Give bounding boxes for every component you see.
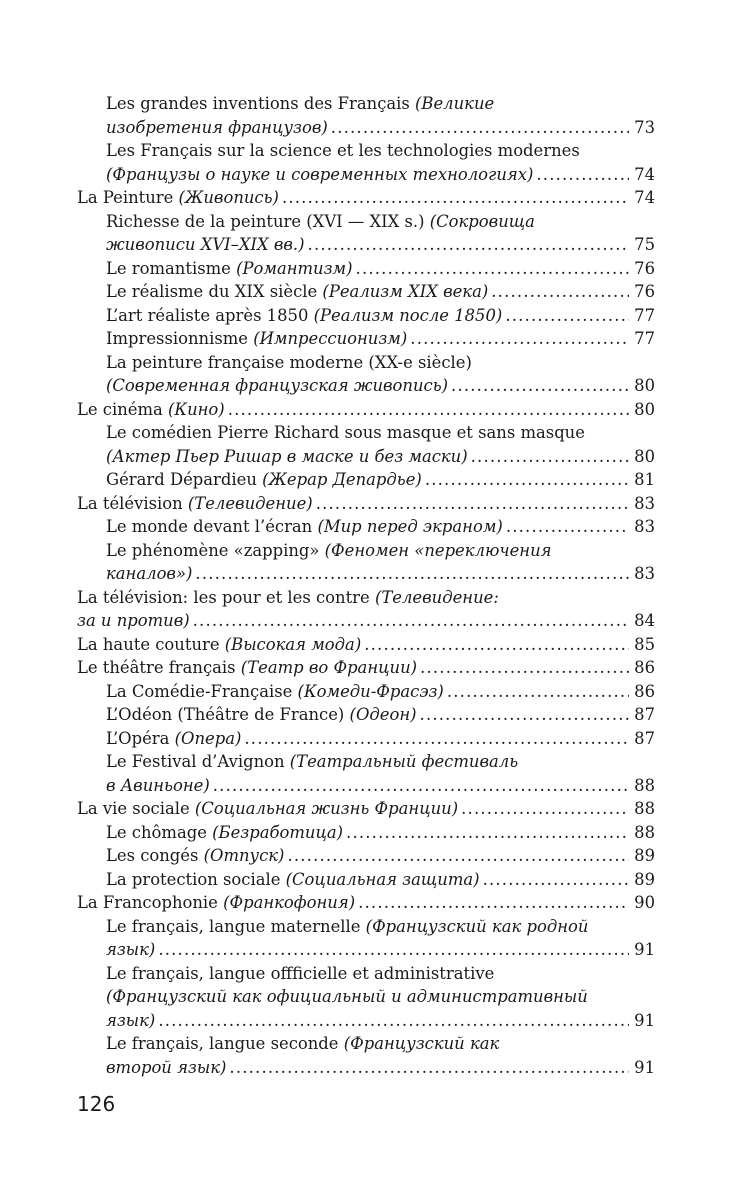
toc-line bbox=[77, 374, 655, 398]
dot-leader bbox=[358, 891, 629, 915]
toc-title-fr: La haute couture bbox=[77, 634, 225, 654]
toc-entry bbox=[77, 351, 655, 398]
toc-title-fr: La télévision bbox=[77, 493, 188, 513]
toc-entry bbox=[77, 633, 655, 657]
toc-page-number: 91 bbox=[634, 1057, 655, 1077]
toc-title-ru: (Одеон) bbox=[349, 705, 417, 724]
dot-leader bbox=[536, 163, 629, 187]
toc-title-ru: (Актер Пьер Ришар в маске и без маски) bbox=[106, 446, 468, 466]
toc-line bbox=[77, 468, 655, 492]
toc-title-fr: Le comédien Pierre Richard sous masque et sans masque bbox=[106, 423, 585, 442]
toc-title-fr: Le français, langue maternelle bbox=[106, 916, 366, 936]
toc-line bbox=[77, 750, 655, 774]
toc-title-ru: (Импрессионизм) bbox=[253, 329, 408, 348]
toc-page-number: 86 bbox=[634, 658, 655, 677]
dot-leader bbox=[420, 703, 629, 727]
toc-title-fr: Gérard Dépardieu bbox=[106, 470, 263, 489]
toc-line bbox=[77, 915, 655, 939]
toc-entry bbox=[77, 962, 655, 1033]
toc-title-fr: Impressionnisme bbox=[106, 329, 254, 348]
toc-title-fr: L’Odéon (Théâtre de France) bbox=[106, 705, 350, 724]
toc-title-fr: Le Festival d’Avignon bbox=[106, 752, 290, 771]
toc-line bbox=[77, 962, 655, 986]
toc-entry bbox=[77, 468, 655, 492]
toc-title-ru: (Театр во Франции) bbox=[240, 658, 418, 677]
toc-entry bbox=[77, 915, 655, 962]
toc-title-ru: (Кино) bbox=[168, 399, 225, 419]
dot-leader bbox=[282, 186, 629, 210]
toc-page-number: 91 bbox=[634, 940, 655, 959]
toc-title-fr: Le réalisme du XIX siècle bbox=[106, 282, 323, 301]
toc-title-ru: язык) bbox=[106, 1010, 156, 1030]
toc-title-ru: (Театральный фестиваль bbox=[289, 752, 519, 771]
toc-title-fr: L’art réaliste après 1850 bbox=[106, 305, 314, 325]
toc-title-fr: La Comédie-Française bbox=[106, 681, 298, 701]
toc-title-ru: второй язык) bbox=[106, 1057, 227, 1077]
toc-line bbox=[77, 327, 655, 351]
dot-leader bbox=[346, 821, 629, 845]
toc-entry bbox=[77, 821, 655, 845]
toc-line bbox=[77, 139, 655, 163]
toc-page-number: 81 bbox=[634, 470, 655, 489]
toc-line bbox=[77, 1056, 655, 1080]
toc-title-fr: La Peinture bbox=[77, 188, 179, 207]
toc-page-number: 80 bbox=[634, 446, 655, 466]
toc-entry bbox=[77, 797, 655, 821]
toc-title-fr: Le monde devant l’écran bbox=[106, 517, 318, 536]
toc-title-ru: (Безработица) bbox=[212, 822, 344, 842]
toc-entry bbox=[77, 750, 655, 797]
toc-entry bbox=[77, 280, 655, 304]
toc-title-fr: La télévision: les pour et les contre bbox=[77, 587, 375, 607]
dot-leader bbox=[316, 492, 629, 516]
toc-line bbox=[77, 797, 655, 821]
dot-leader bbox=[410, 327, 629, 351]
toc-line bbox=[77, 186, 655, 210]
toc-line bbox=[77, 609, 655, 633]
toc-page-number: 76 bbox=[634, 282, 655, 301]
table-of-contents bbox=[77, 92, 655, 1079]
toc-title-fr: La Francophonie bbox=[77, 893, 224, 912]
toc-line bbox=[77, 257, 655, 281]
toc-entry bbox=[77, 327, 655, 351]
toc-line bbox=[77, 562, 655, 586]
toc-title-fr: Les grandes inventions des Français bbox=[106, 94, 416, 113]
dot-leader bbox=[451, 374, 629, 398]
toc-entry bbox=[77, 492, 655, 516]
toc-page-number: 87 bbox=[634, 728, 655, 748]
toc-page-number: 90 bbox=[634, 893, 655, 912]
toc-title-fr: Le cinéma bbox=[77, 399, 168, 419]
toc-title-fr: Le théâtre français bbox=[77, 658, 241, 677]
toc-entry bbox=[77, 1032, 655, 1079]
toc-line bbox=[77, 1032, 655, 1056]
dot-leader bbox=[461, 797, 629, 821]
toc-entry bbox=[77, 586, 655, 633]
dot-leader bbox=[420, 656, 629, 680]
toc-title-ru: (Социальная жизнь Франции) bbox=[194, 799, 459, 818]
dot-leader bbox=[364, 633, 629, 657]
toc-title-ru: (Реализм XIX века) bbox=[322, 282, 489, 301]
toc-title-ru: (Франкофония) bbox=[223, 893, 356, 912]
toc-line bbox=[77, 421, 655, 445]
toc-title-fr: Le français, langue offficielle et administrative bbox=[106, 963, 495, 983]
toc-entry bbox=[77, 257, 655, 281]
toc-title-ru: (Телевидение: bbox=[374, 587, 499, 607]
toc-entry bbox=[77, 92, 655, 139]
toc-page-number: 80 bbox=[634, 376, 655, 395]
toc-page-number: 83 bbox=[634, 564, 655, 583]
toc-line bbox=[77, 210, 655, 234]
toc-page-number: 89 bbox=[634, 869, 655, 889]
toc-page-number: 74 bbox=[634, 188, 655, 207]
toc-line bbox=[77, 891, 655, 915]
toc-title-ru: (Жерар Депардье) bbox=[262, 470, 422, 489]
dot-leader bbox=[483, 868, 629, 892]
toc-title-ru: (Высокая мода) bbox=[224, 634, 362, 654]
toc-line bbox=[77, 1009, 655, 1033]
toc-line bbox=[77, 868, 655, 892]
toc-title-ru: язык) bbox=[106, 940, 156, 959]
toc-page-number: 88 bbox=[634, 822, 655, 842]
toc-line bbox=[77, 703, 655, 727]
toc-entry bbox=[77, 421, 655, 468]
toc-line bbox=[77, 938, 655, 962]
toc-page-number: 80 bbox=[634, 399, 655, 419]
toc-entry bbox=[77, 139, 655, 186]
toc-line bbox=[77, 351, 655, 375]
toc-page-number: 86 bbox=[634, 681, 655, 701]
toc-entry bbox=[77, 703, 655, 727]
toc-line bbox=[77, 985, 655, 1009]
toc-line bbox=[77, 445, 655, 469]
toc-entry bbox=[77, 844, 655, 868]
toc-title-ru: (Современная французская живопись) bbox=[106, 376, 449, 395]
toc-title-ru: в Авиньоне) bbox=[106, 775, 210, 795]
toc-page-number: 84 bbox=[634, 611, 655, 630]
toc-title-ru: живописи XVI–XIX вв.) bbox=[106, 235, 305, 254]
dot-leader bbox=[471, 445, 629, 469]
toc-title-ru: (Социальная защита) bbox=[285, 869, 480, 889]
dot-leader bbox=[447, 680, 629, 704]
toc-title-ru: (Мир перед экраном) bbox=[317, 517, 503, 536]
toc-title-fr: Le phénomène «zapping» bbox=[106, 540, 325, 560]
toc-entry bbox=[77, 727, 655, 751]
toc-title-ru: (Феномен «переключения bbox=[324, 540, 552, 560]
dot-leader bbox=[506, 515, 629, 539]
toc-page-number: 74 bbox=[634, 164, 655, 184]
toc-title-ru: (Опера) bbox=[174, 728, 242, 748]
toc-title-fr: La peinture française moderne (XX-e siècle) bbox=[106, 352, 472, 372]
toc-title-ru: каналов») bbox=[106, 564, 193, 583]
toc-title-ru: изобретения французов) bbox=[106, 117, 328, 137]
toc-line bbox=[77, 821, 655, 845]
toc-line bbox=[77, 656, 655, 680]
dot-leader bbox=[195, 562, 629, 586]
dot-leader bbox=[331, 116, 629, 140]
toc-page-number: 76 bbox=[634, 258, 655, 278]
toc-line bbox=[77, 233, 655, 257]
toc-page-number: 75 bbox=[634, 235, 655, 254]
page-number: 126 bbox=[77, 1092, 116, 1116]
toc-line bbox=[77, 515, 655, 539]
toc-title-ru: (Французский как официальный и административный bbox=[106, 987, 588, 1006]
toc-title-fr: Le chômage bbox=[106, 822, 213, 842]
dot-leader bbox=[158, 1009, 629, 1033]
toc-title-fr: Le romantisme bbox=[106, 258, 237, 278]
toc-line bbox=[77, 680, 655, 704]
toc-title-ru: (Живопись) bbox=[178, 188, 279, 207]
dot-leader bbox=[213, 774, 629, 798]
dot-leader bbox=[308, 233, 629, 257]
dot-leader bbox=[356, 257, 629, 281]
toc-page-number: 87 bbox=[634, 705, 655, 724]
dot-leader bbox=[505, 304, 629, 328]
toc-line bbox=[77, 539, 655, 563]
dot-leader bbox=[228, 398, 629, 422]
toc-entry bbox=[77, 304, 655, 328]
toc-entry bbox=[77, 186, 655, 210]
toc-title-fr: Le français, langue seconde bbox=[106, 1034, 344, 1053]
toc-title-ru: (Отпуск) bbox=[203, 846, 285, 865]
toc-title-fr: Les congés bbox=[106, 846, 204, 865]
toc-title-fr: L’Opéra bbox=[106, 728, 175, 748]
toc-entry bbox=[77, 539, 655, 586]
dot-leader bbox=[425, 468, 629, 492]
toc-page-number: 88 bbox=[634, 799, 655, 818]
dot-leader bbox=[229, 1056, 629, 1080]
toc-title-ru: (Французский как родной bbox=[365, 916, 589, 936]
toc-title-fr: La protection sociale bbox=[106, 869, 286, 889]
toc-line bbox=[77, 163, 655, 187]
dot-leader bbox=[193, 609, 629, 633]
toc-title-ru: (Комеди-Фрасэз) bbox=[297, 681, 444, 701]
dot-leader bbox=[491, 280, 629, 304]
toc-line bbox=[77, 727, 655, 751]
toc-entry bbox=[77, 680, 655, 704]
toc-page-number: 77 bbox=[634, 305, 655, 325]
toc-entry bbox=[77, 891, 655, 915]
toc-page-number: 89 bbox=[634, 846, 655, 865]
toc-line bbox=[77, 304, 655, 328]
toc-page-number: 83 bbox=[634, 493, 655, 513]
toc-page-number: 85 bbox=[634, 634, 655, 654]
toc-line bbox=[77, 774, 655, 798]
toc-entry bbox=[77, 398, 655, 422]
toc-line bbox=[77, 586, 655, 610]
toc-title-ru: (Сокровища bbox=[429, 211, 535, 231]
toc-page-number: 91 bbox=[634, 1010, 655, 1030]
toc-title-ru: (Реализм после 1850) bbox=[313, 305, 503, 325]
toc-entry bbox=[77, 515, 655, 539]
dot-leader bbox=[287, 844, 629, 868]
toc-entry bbox=[77, 656, 655, 680]
toc-entry bbox=[77, 868, 655, 892]
toc-title-ru: (Телевидение) bbox=[187, 493, 313, 513]
toc-line bbox=[77, 116, 655, 140]
toc-title-ru: (Романтизм) bbox=[236, 258, 353, 278]
toc-line bbox=[77, 280, 655, 304]
dot-leader bbox=[244, 727, 629, 751]
toc-title-fr: Richesse de la peinture (XVI — XIX s.) bbox=[106, 211, 430, 231]
toc-title-ru: (Французы о науке и современных технологиях) bbox=[106, 164, 534, 184]
toc-title-fr: La vie sociale bbox=[77, 799, 195, 818]
toc-line bbox=[77, 492, 655, 516]
dot-leader bbox=[158, 938, 629, 962]
toc-title-ru: (Великие bbox=[415, 94, 495, 113]
toc-title-ru: за и против) bbox=[77, 611, 190, 630]
toc-line bbox=[77, 398, 655, 422]
toc-entry bbox=[77, 210, 655, 257]
toc-page-number: 77 bbox=[634, 329, 655, 348]
toc-title-ru: (Французский как bbox=[343, 1034, 500, 1053]
toc-page-number: 83 bbox=[634, 517, 655, 536]
toc-line bbox=[77, 844, 655, 868]
toc-line bbox=[77, 92, 655, 116]
toc-page-number: 88 bbox=[634, 775, 655, 795]
toc-title-fr: Les Français sur la science et les technologies modernes bbox=[106, 141, 580, 160]
toc-line bbox=[77, 633, 655, 657]
toc-page-number: 73 bbox=[634, 117, 655, 137]
